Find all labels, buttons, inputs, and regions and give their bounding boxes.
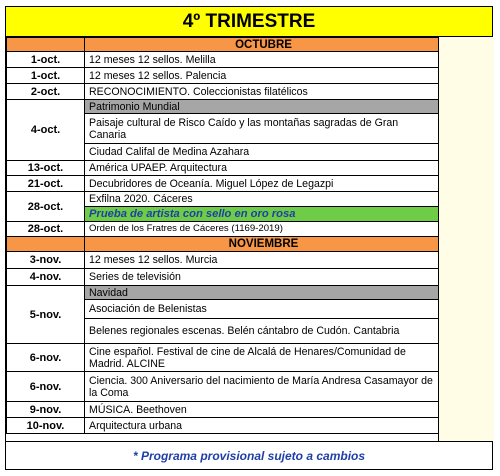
- row-item: Asociación de Belenistas: [85, 300, 439, 319]
- row-date: 4-oct.: [7, 100, 85, 161]
- row-highlight: Prueba de artista con sello en oro rosa: [85, 207, 439, 222]
- row-item: Ciudad Califal de Medina Azahara: [85, 144, 439, 161]
- row-date: 6-nov.: [7, 344, 85, 372]
- row-item: Cine español. Festival de cine de Alcalá de Henares/Comunidad de Madrid. ALCINE: [85, 344, 439, 372]
- month-spacer: [7, 237, 85, 252]
- row-category: Navidad: [85, 286, 439, 300]
- row-item: Orden de los Fratres de Cáceres (1169-2019): [85, 222, 439, 237]
- row-date: 1-oct.: [7, 68, 85, 84]
- month-header-november: [7, 237, 439, 252]
- row-item: 12 meses 12 sellos. Palencia: [85, 68, 439, 84]
- table-row: [7, 84, 439, 100]
- row-date: 6-nov.: [7, 372, 85, 402]
- row-item: Ciencia. 300 Aniversario del nacimiento de María Andresa Casamayor de la Coma: [85, 372, 439, 402]
- table-row: [7, 52, 439, 68]
- row-category: Patrimonio Mundial: [85, 100, 439, 114]
- footer-note: [6, 441, 492, 469]
- table-row: [7, 344, 439, 372]
- row-item: Decubridores de Oceanía. Miguel López de Legazpi: [85, 176, 439, 192]
- row-item: 12 meses 12 sellos. Murcia: [85, 252, 439, 269]
- table-row: [7, 68, 439, 84]
- table-row: [7, 286, 439, 300]
- month-label: NOVIEMBRE: [85, 237, 439, 252]
- table-row: [7, 269, 439, 286]
- row-item: 12 meses 12 sellos. Melilla: [85, 52, 439, 68]
- row-item: Paisaje cultural de Risco Caído y las montañas sagradas de Gran Canaria: [85, 114, 439, 144]
- row-item: América UPAEP. Arquitectura: [85, 161, 439, 176]
- table-row: [7, 176, 439, 192]
- row-date: 10-nov.: [7, 418, 85, 434]
- row-date: 3-nov.: [7, 252, 85, 269]
- month-spacer: [7, 38, 85, 52]
- row-item: Belenes regionales escenas. Belén cántabro de Cudón. Cantabria: [85, 319, 439, 344]
- row-item: Exfilna 2020. Cáceres: [85, 192, 439, 207]
- schedule-table: [6, 37, 439, 434]
- table-row: [7, 222, 439, 237]
- row-date: 28-oct.: [7, 192, 85, 222]
- row-item: Series de televisión: [85, 269, 439, 286]
- row-date: 9-nov.: [7, 402, 85, 418]
- table-row: [7, 192, 439, 207]
- side-panel: [438, 37, 494, 441]
- row-date: 2-oct.: [7, 84, 85, 100]
- row-date: 1-oct.: [7, 52, 85, 68]
- row-item: Arquitectura urbana: [85, 418, 439, 434]
- table-row: [7, 418, 439, 434]
- row-date: 5-nov.: [7, 286, 85, 344]
- row-date: 4-nov.: [7, 269, 85, 286]
- row-date: 28-oct.: [7, 222, 85, 237]
- schedule-frame: [5, 6, 493, 470]
- row-item: RECONOCIMIENTO. Coleccionistas filatélicos: [85, 84, 439, 100]
- footer-text: * Programa provisional sujeto a cambios: [132, 448, 366, 463]
- month-label: OCTUBRE: [85, 38, 439, 52]
- page-title: 4º TRIMESTRE: [6, 7, 492, 37]
- table-row: [7, 402, 439, 418]
- month-header-october: [7, 38, 439, 52]
- table-row: [7, 252, 439, 269]
- row-date: 21-oct.: [7, 176, 85, 192]
- row-item: MÚSICA. Beethoven: [85, 402, 439, 418]
- table-row: [7, 100, 439, 114]
- row-date: 13-oct.: [7, 161, 85, 176]
- table-row: [7, 372, 439, 402]
- table-row: [7, 161, 439, 176]
